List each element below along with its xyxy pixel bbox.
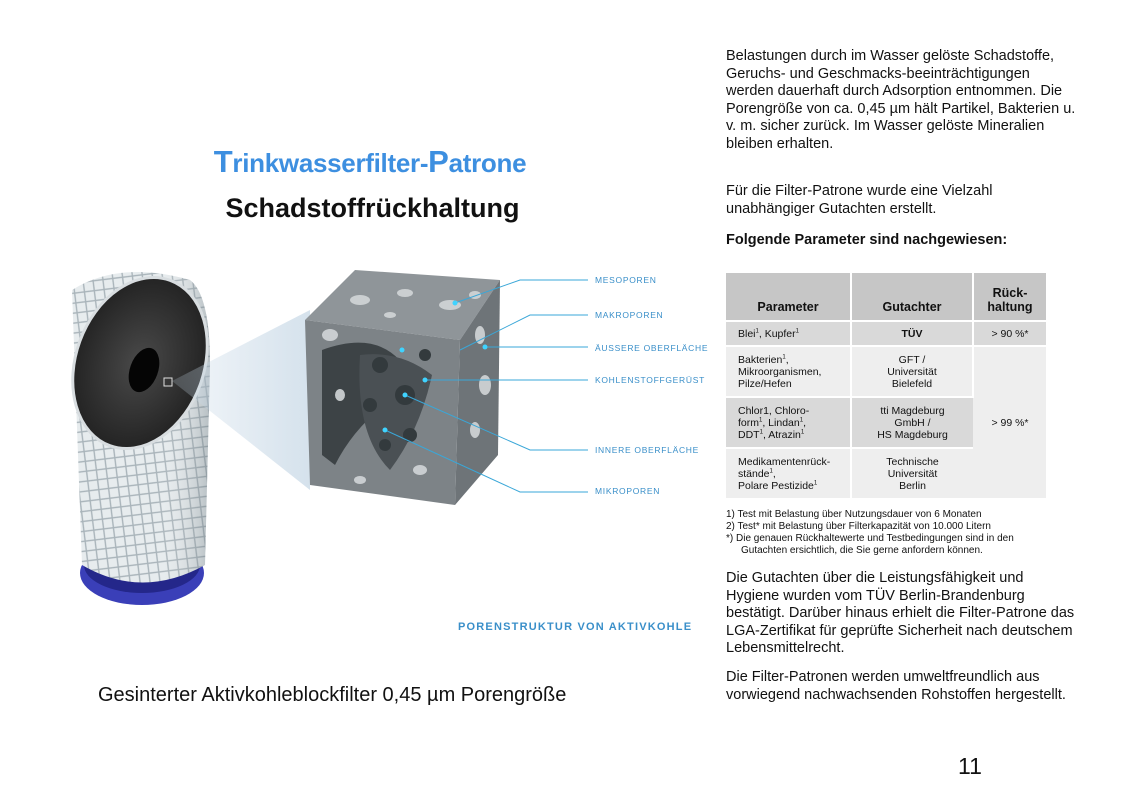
header-gutachter: Gutachter	[851, 273, 973, 321]
label-aeussere-oberflaeche: ÄUSSERE OBERFLÄCHE	[595, 343, 709, 353]
table-row	[726, 346, 1046, 397]
cell-gutachter: tti Magdeburg GmbH / HS Magdeburg	[851, 397, 973, 448]
table-footnotes	[726, 509, 1076, 557]
footnote: 1) Test mit Belastung über Nutzungsdauer von 6 Monaten	[726, 509, 982, 520]
activated-carbon-pore-illustration	[60, 255, 710, 655]
intro-paragraph: Belastungen durch im Wasser gelöste Schadstoffe, Geruchs- und Geschmacks-beeinträchtigungen werden dauerhaft durch Adsorption entnommen. Die Porengröße von ca. 0,45 µm hält Partikel, Bakterien u. v. m. sicher zurück. Im Wasser gelöste Mineralien bleiben erhalten.	[726, 48, 1076, 152]
title-initial-2: P	[428, 144, 449, 179]
footnote: 2) Test* mit Belastung über Filterkapazität von 10.000 Litern	[726, 521, 991, 532]
parameters-heading: Folgende Parameter sind nachgewiesen:	[726, 232, 1008, 248]
table-header-row	[726, 273, 1046, 321]
cell-parameter: Blei$^1$, Kupfer$^1$	[726, 321, 851, 346]
cell-parameter: Medikamentenrück- stände$^1$, Polare Pestizide$^1$	[726, 448, 851, 498]
cell-parameter: Chlor1, Chloro- form$^1$, Lindan$^1$, DDT$^1$, Atrazin$^1$	[726, 397, 851, 448]
title-part-2: atrone	[448, 148, 527, 178]
cell-rueckhaltung-merged: > 99 %*	[973, 346, 1046, 498]
title-initial-1: T	[213, 144, 233, 179]
certification-paragraph: Die Gutachten über die Leistungsfähigkeit und Hygiene wurden vom TÜV Berlin-Brandenburg bestätigt. Darüber hinaus erhielt die Filter-Patrone das LGA-Zertifikat für geprüfte Sicherheit nach deutschem Lebensmittelrecht.	[726, 570, 1075, 657]
header-parameter: Parameter	[726, 273, 851, 321]
cell-gutachter: GFT / Universität Bielefeld	[851, 346, 973, 397]
cell-parameter: Bakterien$^1$, Mikroorganismen, Pilze/Hefen	[726, 346, 851, 397]
label-mikroporen: MIKROPOREN	[595, 486, 661, 496]
page-number: 11	[958, 753, 982, 779]
cell-gutachter: TÜV	[851, 321, 973, 346]
environment-paragraph: Die Filter-Patronen werden umweltfreundlich aus vorwiegend nachwachsenden Rohstoffen hergestellt.	[726, 669, 1066, 703]
table-row	[726, 321, 1046, 346]
footnote: *) Die genauen Rückhaltewerte und Testbedingungen sind in den	[726, 533, 1014, 544]
header-rueckhaltung: Rück- haltung	[973, 273, 1046, 321]
page-title	[160, 144, 580, 180]
cell-gutachter: Technische Universität Berlin	[851, 448, 973, 498]
page-subtitle: Schadstoffrückhaltung	[225, 193, 520, 223]
label-innere-oberflaeche: INNERE OBERFLÄCHE	[595, 445, 700, 455]
illustration-footer: PORENSTRUKTUR VON AKTIVKOHLE	[458, 621, 693, 633]
cell-rueckhaltung: > 90 %*	[973, 321, 1046, 346]
footnote: Gutachten ersichtlich, die Sie gerne anfordern können.	[741, 545, 983, 556]
image-caption: Gesinterter Aktivkohleblockfilter 0,45 µm Porengröße	[98, 684, 567, 706]
title-part-1: rinkwasserfilter-	[232, 148, 429, 178]
reports-paragraph: Für die Filter-Patrone wurde eine Vielzahl unabhängiger Gutachten erstellt.	[726, 183, 993, 217]
label-mesoporen: MESOPOREN	[595, 275, 657, 285]
parameters-table	[726, 273, 1046, 498]
label-kohlenstoffgeruest: KOHLENSTOFFGERÜST	[595, 375, 705, 385]
label-makroporen: MAKROPOREN	[595, 310, 664, 320]
